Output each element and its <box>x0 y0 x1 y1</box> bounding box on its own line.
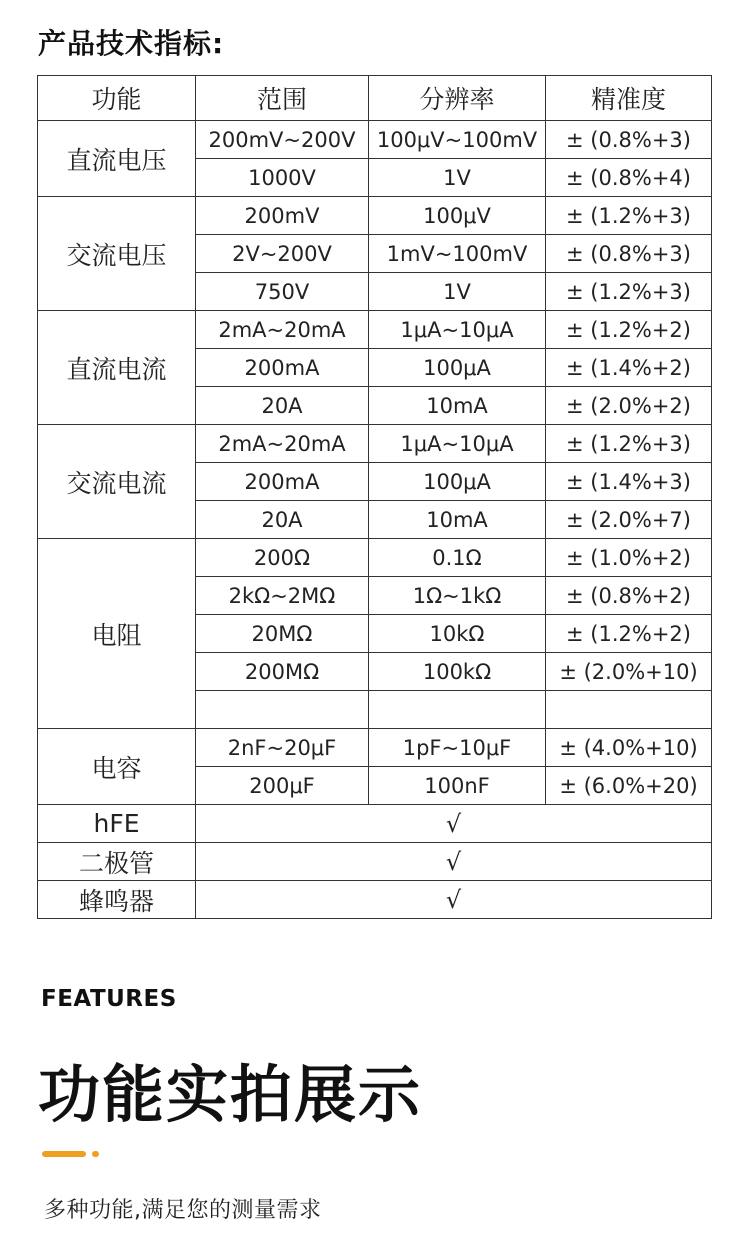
accuracy-cell: ± (1.2%+2) <box>546 615 712 653</box>
range-cell: 2V~200V <box>196 235 369 273</box>
accuracy-cell: ± (1.2%+2) <box>546 311 712 349</box>
accuracy-cell: ± (0.8%+2) <box>546 577 712 615</box>
resolution-cell: 0.1Ω <box>369 539 546 577</box>
resolution-cell: 100μA <box>369 463 546 501</box>
function-cell: 直流电压 <box>38 121 196 197</box>
range-cell: 2mA~20mA <box>196 425 369 463</box>
range-cell <box>196 691 369 729</box>
header-function: 功能 <box>38 76 196 121</box>
spec-title: 产品技术指标: <box>38 27 225 60</box>
range-cell: 2nF~20μF <box>196 729 369 767</box>
accuracy-cell: ± (2.0%+10) <box>546 653 712 691</box>
check-mark-icon: √ <box>196 843 712 881</box>
spec-table <box>37 75 712 919</box>
accuracy-cell: ± (4.0%+10) <box>546 729 712 767</box>
resolution-cell: 1V <box>369 159 546 197</box>
accuracy-cell: ± (1.0%+2) <box>546 539 712 577</box>
accent-dot <box>92 1151 99 1157</box>
resolution-cell: 100μV <box>369 197 546 235</box>
function-cell: 交流电流 <box>38 425 196 539</box>
range-cell: 200mV <box>196 197 369 235</box>
accuracy-cell: ± (6.0%+20) <box>546 767 712 805</box>
header-accuracy: 精准度 <box>546 76 712 121</box>
resolution-cell <box>369 691 546 729</box>
function-cell: hFE <box>38 805 196 843</box>
resolution-cell: 1μA~10μA <box>369 425 546 463</box>
accuracy-cell: ± (2.0%+2) <box>546 387 712 425</box>
range-cell: 750V <box>196 273 369 311</box>
accent-bar <box>42 1151 86 1157</box>
check-mark-icon: √ <box>196 881 712 919</box>
range-cell: 2kΩ~2MΩ <box>196 577 369 615</box>
range-cell: 1000V <box>196 159 369 197</box>
table-row <box>38 843 712 881</box>
table-row <box>38 805 712 843</box>
resolution-cell: 100nF <box>369 767 546 805</box>
resolution-cell: 100μV~100mV <box>369 121 546 159</box>
header-range: 范围 <box>196 76 369 121</box>
header-resolution: 分辨率 <box>369 76 546 121</box>
table-row <box>38 425 712 463</box>
resolution-cell: 1Ω~1kΩ <box>369 577 546 615</box>
resolution-cell: 1μA~10μA <box>369 311 546 349</box>
accuracy-cell: ± (1.4%+3) <box>546 463 712 501</box>
resolution-cell: 1pF~10μF <box>369 729 546 767</box>
table-row <box>38 729 712 767</box>
range-cell: 2mA~20mA <box>196 311 369 349</box>
table-row <box>38 881 712 919</box>
check-mark-icon: √ <box>196 805 712 843</box>
function-cell: 电阻 <box>38 539 196 729</box>
function-cell: 直流电流 <box>38 311 196 425</box>
features-title: 功能实拍展示 <box>38 1058 423 1131</box>
accuracy-cell: ± (0.8%+3) <box>546 121 712 159</box>
resolution-cell: 1mV~100mV <box>369 235 546 273</box>
resolution-cell: 10mA <box>369 387 546 425</box>
range-cell: 200MΩ <box>196 653 369 691</box>
accuracy-cell: ± (1.2%+3) <box>546 273 712 311</box>
resolution-cell: 100kΩ <box>369 653 546 691</box>
function-cell: 电容 <box>38 729 196 805</box>
range-cell: 20A <box>196 501 369 539</box>
accuracy-cell <box>546 691 712 729</box>
range-cell: 200μF <box>196 767 369 805</box>
range-cell: 200mA <box>196 349 369 387</box>
features-label: FEATURES <box>41 986 177 1012</box>
range-cell: 200mV~200V <box>196 121 369 159</box>
resolution-cell: 10mA <box>369 501 546 539</box>
function-cell: 蜂鸣器 <box>38 881 196 919</box>
features-subtitle: 多种功能,满足您的测量需求 <box>44 1198 322 1223</box>
range-cell: 200Ω <box>196 539 369 577</box>
function-cell: 二极管 <box>38 843 196 881</box>
range-cell: 200mA <box>196 463 369 501</box>
accuracy-cell: ± (2.0%+7) <box>546 501 712 539</box>
accuracy-cell: ± (1.2%+3) <box>546 197 712 235</box>
resolution-cell: 100μA <box>369 349 546 387</box>
resolution-cell: 10kΩ <box>369 615 546 653</box>
accuracy-cell: ± (0.8%+3) <box>546 235 712 273</box>
resolution-cell: 1V <box>369 273 546 311</box>
accuracy-cell: ± (1.2%+3) <box>546 425 712 463</box>
function-cell: 交流电压 <box>38 197 196 311</box>
range-cell: 20MΩ <box>196 615 369 653</box>
table-row <box>38 197 712 235</box>
table-row <box>38 311 712 349</box>
accuracy-cell: ± (0.8%+4) <box>546 159 712 197</box>
table-row <box>38 539 712 577</box>
range-cell: 20A <box>196 387 369 425</box>
table-row <box>38 121 712 159</box>
accuracy-cell: ± (1.4%+2) <box>546 349 712 387</box>
spec-header-row <box>38 76 712 121</box>
